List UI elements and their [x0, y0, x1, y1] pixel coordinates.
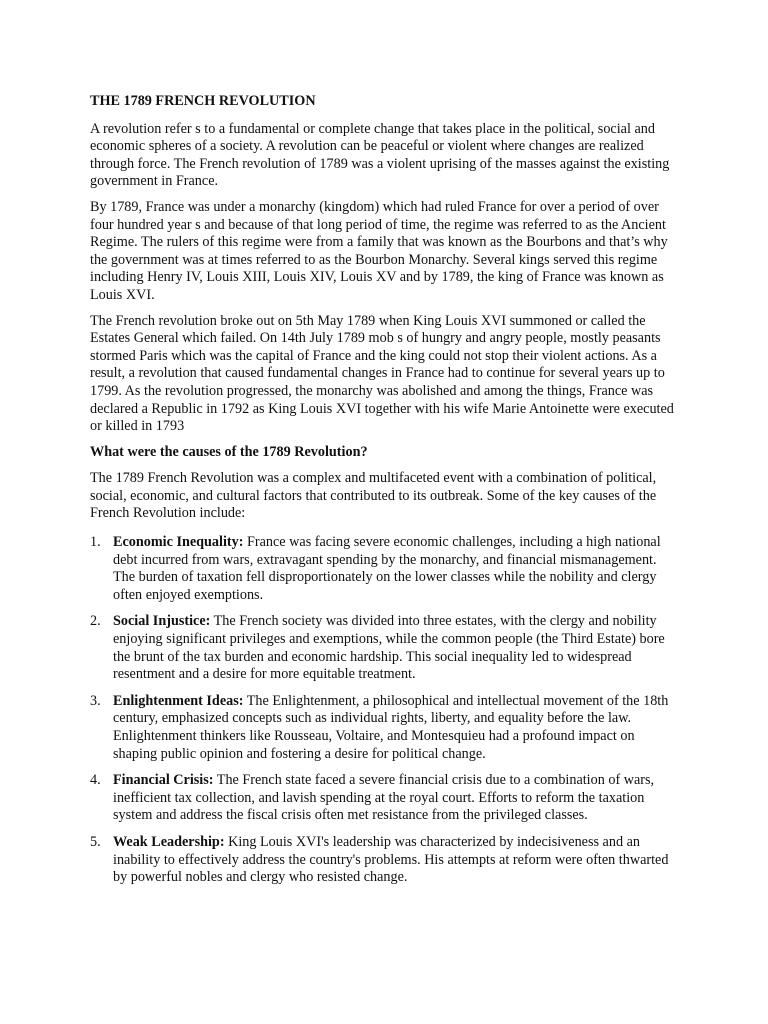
list-item-number: 4.	[90, 772, 101, 789]
list-item-number: 5.	[90, 833, 101, 850]
causes-list	[90, 534, 680, 887]
list-item	[90, 693, 680, 763]
list-item-number: 1.	[90, 534, 101, 551]
intro-paragraph: A revolution refer s to a fundamental or complete change that takes place in the political, social and economic spheres of a society. A revolution can be peaceful or violent where changes are realized through force. The French revolution of 1789 was a violent uprising of the masses against the existing government in France.	[90, 120, 670, 190]
list-item-lead: Enlightenment Ideas:	[113, 692, 244, 709]
list-item	[90, 613, 680, 683]
list-item-text: King Louis XVI's leadership was characterized by indecisiveness and an inability to effectively address the country's problems. His attempts at reform were often thwarted by powerful nobles and clergy who resisted change.	[113, 833, 669, 886]
list-item-lead: Financial Crisis:	[113, 772, 214, 789]
list-item-lead: Economic Inequality:	[113, 534, 244, 551]
causes-heading: What were the causes of the 1789 Revolution?	[90, 443, 368, 460]
list-item-lead: Social Injustice:	[113, 613, 211, 630]
monarchy-paragraph: By 1789, France was under a monarchy (kingdom) which had ruled France for over a period of over four hundred year s and because of that long period of time, the regime was referred to as the Ancient Regime. The rulers of this regime were from a family that was known as the Bourbons and that’s why the government was at times referred to as the Bourbon Monarchy. Several kings served this regime including Henry IV, Louis XIII, Louis XIV, Louis XV and by 1789, the king of France was known as Louis XVI.	[90, 198, 668, 303]
list-item	[90, 534, 680, 604]
outbreak-paragraph: The French revolution broke out on 5th May 1789 when King Louis XVI summoned or called the Estates General which failed. On 14th July 1789 mob s of hungry and angry people, mostly peasants stormed Paris which was the capital of France and the king could not stop their violent actions. As a result, a revolution that caused fundamental changes in France had to continue for several years up to 1799. As the revolution progressed, the monarchy was abolished and among the things, France was declared a Republic in 1792 as King Louis XVI together with his wife Marie Antoinette were executed or killed in 1793	[90, 312, 674, 435]
list-item	[90, 834, 680, 887]
list-item-text: France was facing severe economic challenges, including a high national debt incurred from wars, extravagant spending by the monarchy, and financial mismanagement. The burden of taxation fell disproportionately on the lower classes while the nobility and clergy often enjoyed exemptions.	[113, 534, 661, 603]
list-item-text: The Enlightenment, a philosophical and intellectual movement of the 18th century, emphasized concepts such as individual rights, liberty, and equality before the law. Enlightenment thinkers like Rousseau, Voltaire, and Montesquieu had a profound impact on shaping public opinion and fostering a desire for political change.	[113, 692, 669, 762]
list-item-number: 3.	[90, 692, 101, 709]
list-item-text: The French society was divided into three estates, with the clergy and nobility enjoying significant privileges and exemptions, while the common people (the Third Estate) bore the brunt of the tax burden and economic hardship. This social inequality led to widespread resentment and a desire for more equitable treatment.	[113, 613, 665, 683]
list-item-lead: Weak Leadership:	[113, 833, 225, 850]
list-item	[90, 772, 680, 825]
document-page	[90, 93, 680, 896]
list-item-text: The French state faced a severe financial crisis due to a combination of wars, inefficient tax collection, and lavish spending at the royal court. Efforts to reform the taxation system and address the fiscal crisis often met resistance from the privileged classes.	[113, 772, 655, 824]
list-item-number: 2.	[90, 613, 101, 630]
causes-intro-paragraph: The 1789 French Revolution was a complex and multifaceted event with a combination of political, social, economic, and cultural factors that contributed to its outbreak. Some of the key causes of the French Revolution include:	[90, 470, 657, 522]
document-title: THE 1789 FRENCH REVOLUTION	[90, 93, 316, 109]
